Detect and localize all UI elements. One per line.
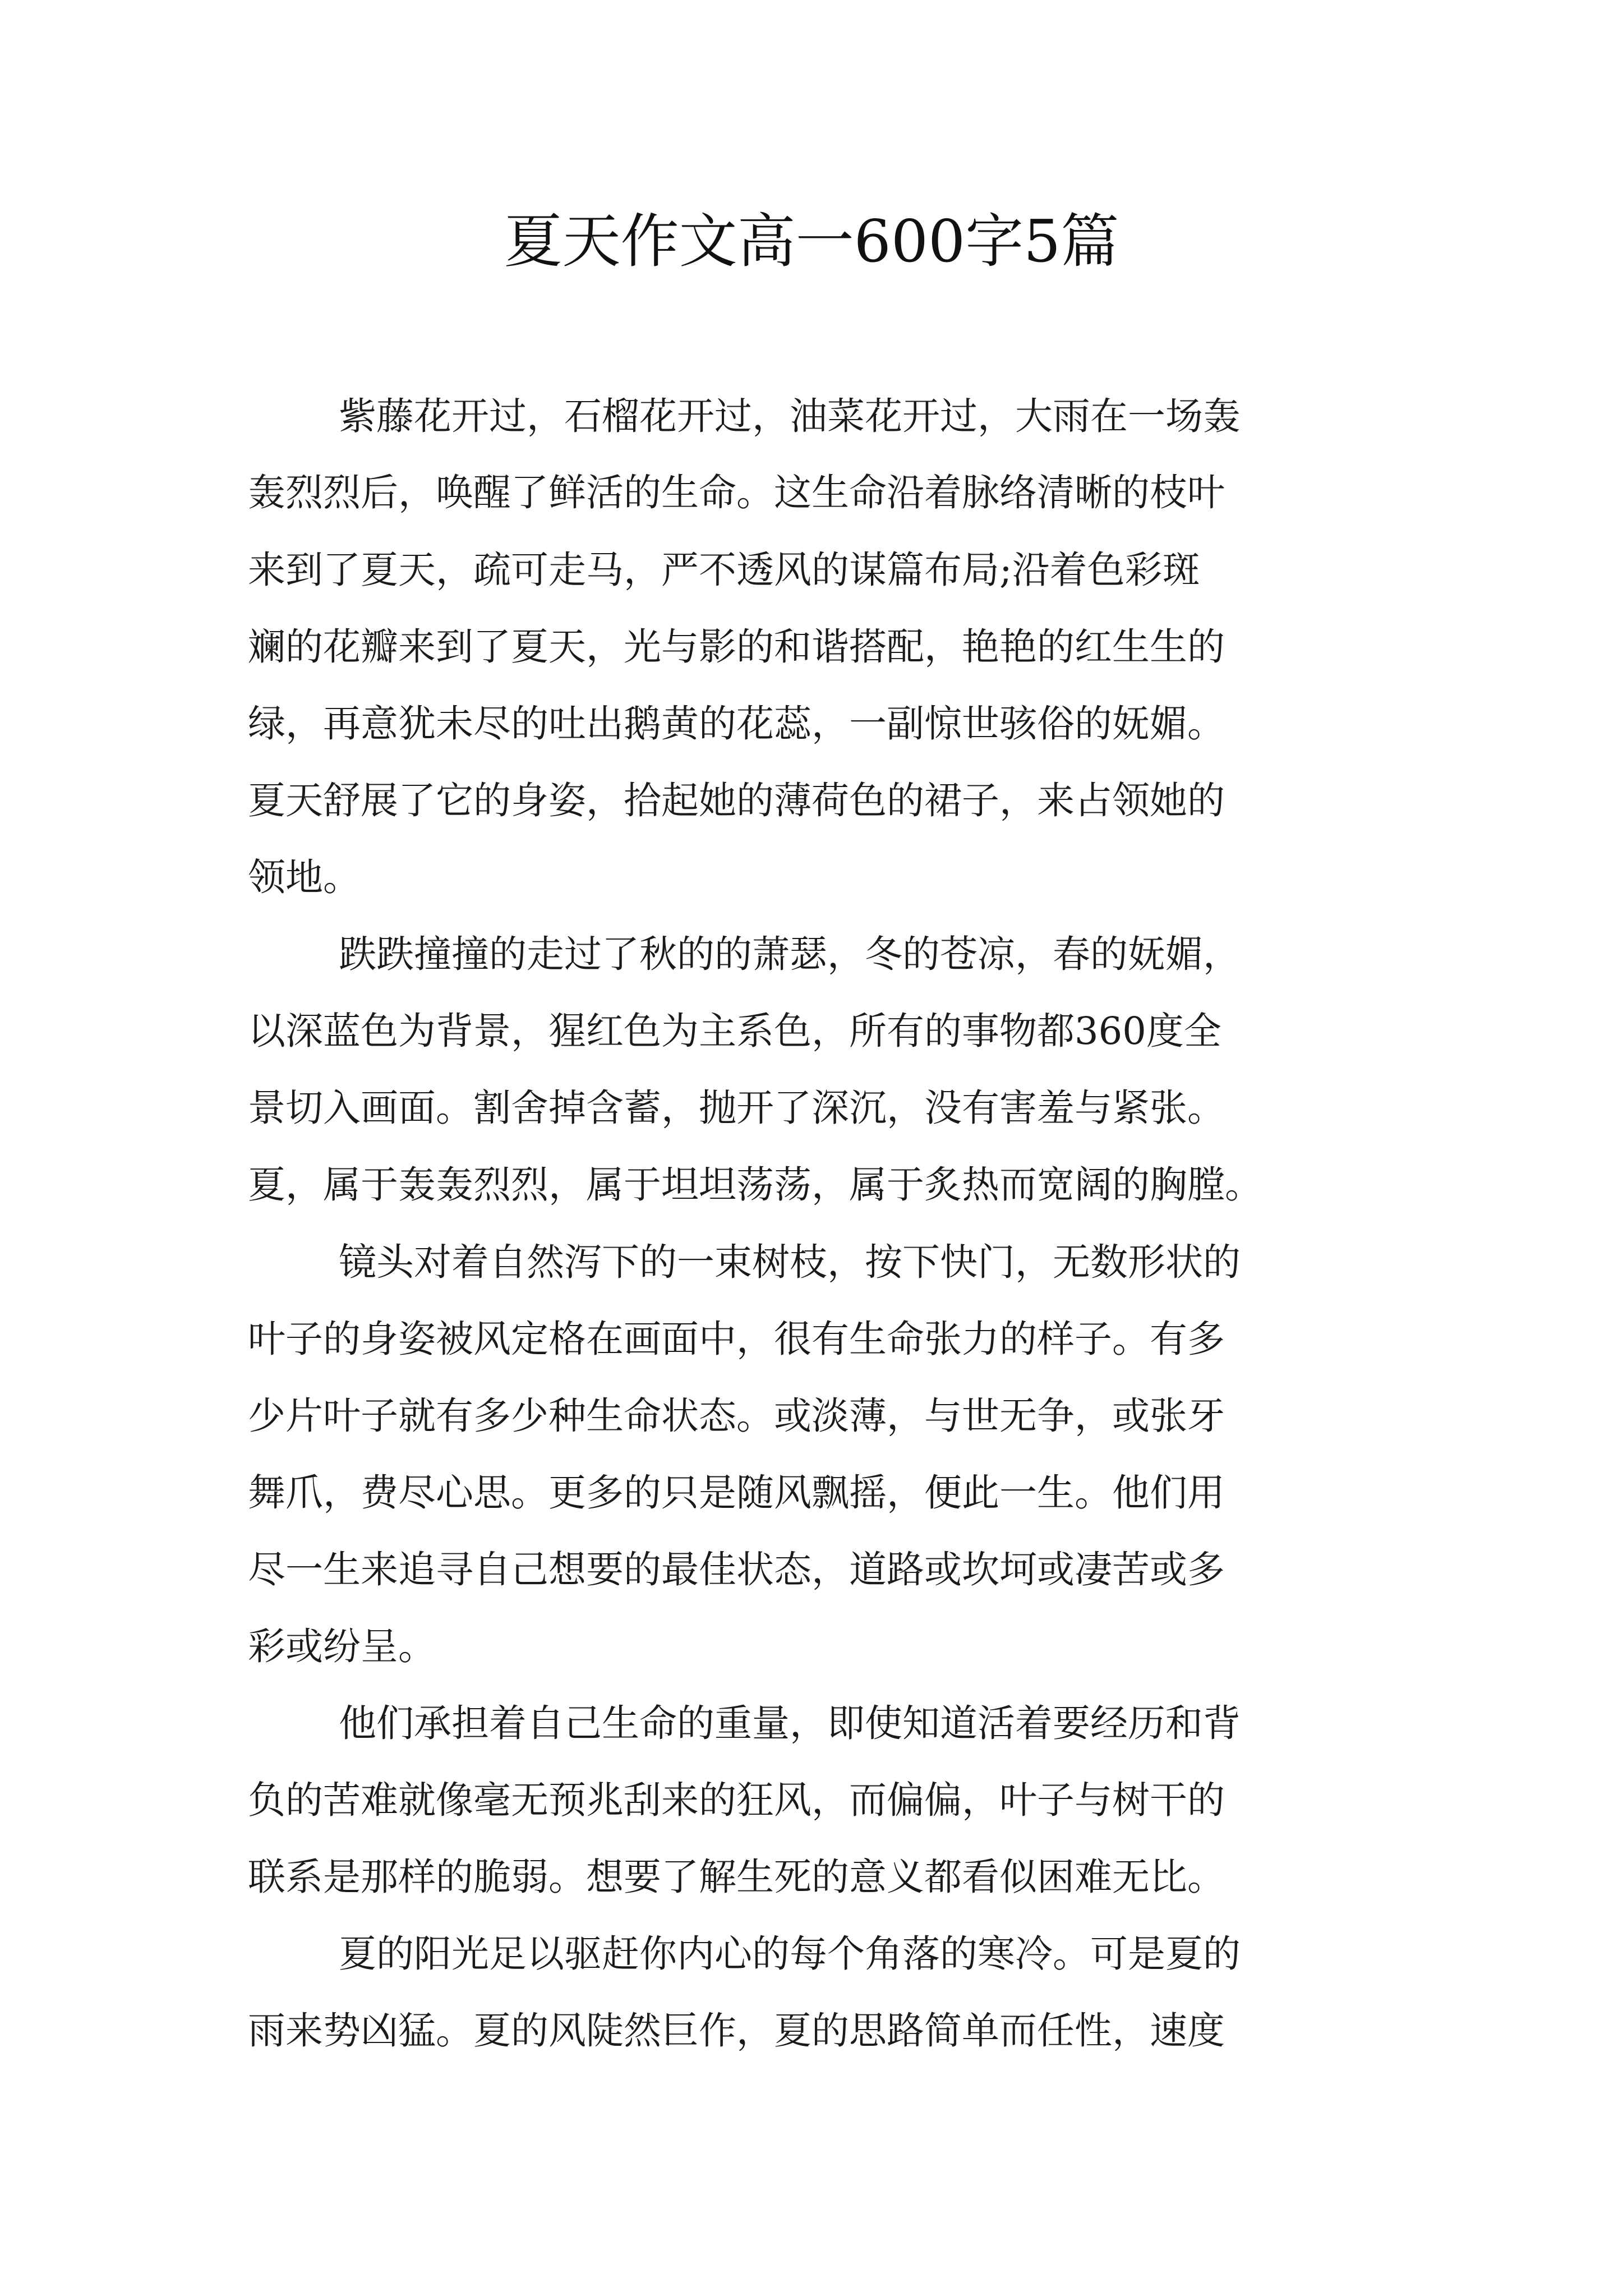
paragraph-3-line-6: 彩或纷呈。 [248, 1625, 436, 1668]
paragraph-2-line-2: 以深蓝色为背景，猩红色为主系色，所有的事物都360度全 [248, 1009, 1221, 1053]
paragraph-3-line-3: 少片叶子就有多少种生命状态。或淡薄，与世无争，或张牙 [248, 1394, 1225, 1438]
paragraph-5-line-2: 雨来势凶猛。夏的风陡然巨作，夏的思路简单而任性，速度 [248, 2009, 1225, 2053]
paragraph-1-line-2: 轰烈烈后，唤醒了鲜活的生命。这生命沿着脉络清晰的枝叶 [248, 471, 1225, 514]
paragraph-1-line-3: 来到了夏天，疏可走马，严不透风的谋篇布局;沿着色彩斑 [248, 548, 1200, 592]
paragraph-4-line-1: 他们承担着自己生命的重量，即使知道活着要经历和背 [339, 1701, 1241, 1745]
paragraph-4-line-3: 联系是那样的脆弱。想要了解生死的意义都看似困难无比。 [248, 1855, 1225, 1899]
document-title: 夏天作文高一600字5篇 [504, 207, 1119, 275]
paragraph-2-line-3: 景切入画面。割舍掉含蓄，抛开了深沉，没有害羞与紧张。 [248, 1086, 1225, 1130]
paragraph-1-line-7: 领地。 [248, 855, 361, 899]
paragraph-1-line-1: 紫藤花开过，石榴花开过，油菜花开过，大雨在一场轰 [339, 394, 1241, 438]
paragraph-3-line-4: 舞爪，费尽心思。更多的只是随风飘摇，便此一生。他们用 [248, 1471, 1225, 1515]
paragraph-3-line-1: 镜头对着自然泻下的一束树枝，按下快门，无数形状的 [339, 1240, 1241, 1284]
paragraph-1-line-4: 斓的花瓣来到了夏天，光与影的和谐搭配，艳艳的红生生的 [248, 625, 1225, 669]
paragraph-3-line-5: 尽一生来追寻自己想要的最佳状态，道路或坎坷或凄苦或多 [248, 1548, 1225, 1591]
paragraph-1-line-6: 夏天舒展了它的身姿，拾起她的薄荷色的裙子，来占领她的 [248, 779, 1225, 822]
paragraph-3-line-2: 叶子的身姿被风定格在画面中，很有生命张力的样子。有多 [248, 1317, 1225, 1361]
paragraph-1-line-5: 绿，再意犹未尽的吐出鹅黄的花蕊，一副惊世骇俗的妩媚。 [248, 702, 1225, 746]
paragraph-4-line-2: 负的苦难就像毫无预兆刮来的狂风，而偏偏，叶子与树干的 [248, 1778, 1225, 1822]
paragraph-2-line-1: 跌跌撞撞的走过了秋的的萧瑟，冬的苍凉，春的妩媚， [339, 932, 1241, 976]
paragraph-2-line-4: 夏，属于轰轰烈烈，属于坦坦荡荡，属于炙热而宽阔的胸膛。 [248, 1163, 1262, 1207]
paragraph-5-line-1: 夏的阳光足以驱赶你内心的每个角落的寒冷。可是夏的 [339, 1932, 1241, 1976]
